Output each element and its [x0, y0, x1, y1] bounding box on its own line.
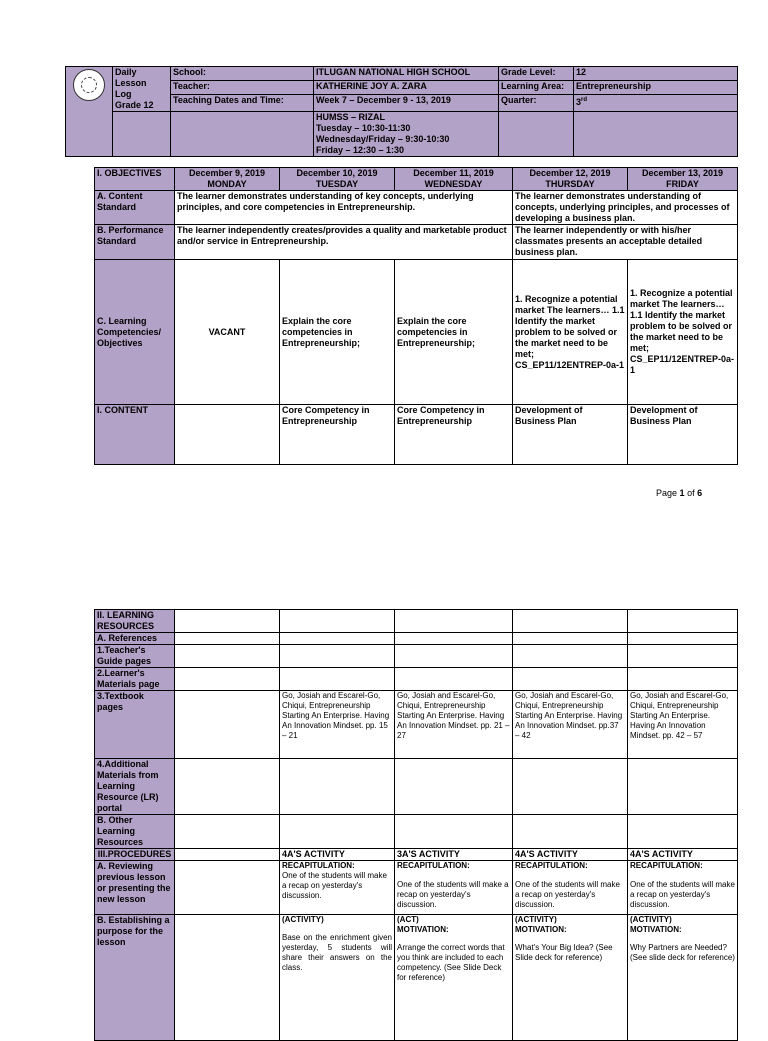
content-label: I. CONTENT: [95, 405, 175, 465]
performance-standard-label: B. Performance Standard: [95, 225, 175, 260]
teacher-label: Teacher:: [171, 81, 314, 95]
learning-resources-label: II. LEARNING RESOURCES: [95, 610, 175, 633]
header-table: [65, 66, 738, 157]
deped-seal-icon: [73, 69, 105, 101]
school-label: School:: [171, 67, 314, 81]
establish-wednesday: (ACT) MOTIVATION: Arrange the correct words that you think are included to each competency. (See Slide Deck for reference): [395, 915, 513, 1041]
content-standard-b: The learner demonstrates understanding of concepts, underlying principles, and processes of developing a business plan.: [513, 191, 738, 225]
establish-friday: (ACTIVITY) MOTIVATION: Why Partners are Needed? (See slide deck for reference): [628, 915, 738, 1041]
activity-wednesday: 3A'S ACTIVITY: [395, 849, 513, 861]
page-number: Page 1 of 6: [656, 488, 703, 498]
dates-value: Week 7 – December 9 - 13, 2019: [314, 95, 499, 112]
content-standard-label: A. Content Standard: [95, 191, 175, 225]
review-tuesday: RECAPITULATION: One of the students will make a recap on yesterday's discussion.: [280, 861, 395, 915]
content-tuesday: Core Competency in Entrepreneurship: [280, 405, 395, 465]
activity-friday: 4A'S ACTIVITY: [628, 849, 738, 861]
objectives-label: I. OBJECTIVES: [95, 168, 175, 191]
comp-tuesday: Explain the core competencies in Entrepreneurship;: [280, 260, 395, 405]
references-label: A. References: [95, 633, 175, 645]
dll-title: Daily Lesson Log Grade 12: [113, 67, 171, 112]
quarter-label: Quarter:: [499, 95, 574, 112]
learners-materials-label: 2.Learner's Materials page: [95, 668, 175, 691]
grade-level-value: 12: [574, 67, 738, 81]
content-wednesday: Core Competency in Entrepreneurship: [395, 405, 513, 465]
objectives-table: [94, 167, 738, 465]
textbook-friday: Go, Josiah and Escarel-Go, Chiqui, Entrepreneurship Starting An Enterprise. Having An Innovation Mindset. pp. 42 – 57: [628, 691, 738, 759]
grade-level-label: Grade Level:: [499, 67, 574, 81]
day-header: December 9, 2019 MONDAY: [175, 168, 280, 191]
competencies-label: C. Learning Competencies/ Objectives: [95, 260, 175, 405]
activity-tuesday: 4A'S ACTIVITY: [280, 849, 395, 861]
reviewing-label: A. Reviewing previous lesson or presenting the new lesson: [95, 861, 175, 915]
day-header: December 11, 2019 WEDNESDAY: [395, 168, 513, 191]
learning-area-value: Entrepreneurship: [574, 81, 738, 95]
day-header: December 13, 2019 FRIDAY: [628, 168, 738, 191]
school-value: ITLUGAN NATIONAL HIGH SCHOOL: [314, 67, 499, 81]
performance-standard-b: The learner independently or with his/her classmates presents an acceptable detailed business plan.: [513, 225, 738, 260]
learning-area-label: Learning Area:: [499, 81, 574, 95]
textbook-tuesday: Go, Josiah and Escarel-Go, Chiqui, Entrepreneurship Starting An Enterprise. Having An Innovation Mindset. pp. 15 – 21: [280, 691, 395, 759]
content-friday: Development of Business Plan: [628, 405, 738, 465]
comp-thursday: 1. Recognize a potential market The learners… 1.1 Identify the market problem to be solved or the market need to be met; CS_EP11/12ENTREP-0a-1: [513, 260, 628, 405]
procedures-label: III.PROCEDURES: [95, 849, 175, 861]
textbook-label: 3.Textbook pages: [95, 691, 175, 759]
textbook-wednesday: Go, Josiah and Escarel-Go, Chiqui, Entrepreneurship Starting An Enterprise. Having An Innovation Mindset. pp. 21 – 27: [395, 691, 513, 759]
teachers-guide-label: 1.Teacher's Guide pages: [95, 645, 175, 668]
content-standard-a: The learner demonstrates understanding of key concepts, underlying principles, and core competencies in Entrepreneurship.: [175, 191, 513, 225]
day-header: December 10, 2019 TUESDAY: [280, 168, 395, 191]
review-friday: RECAPITULATION: One of the students will make a recap on yesterday's discussion.: [628, 861, 738, 915]
establish-thursday: (ACTIVITY) MOTIVATION: What's Your Big Idea? (See Slide deck for reference): [513, 915, 628, 1041]
review-thursday: RECAPITULATION: One of the students will make a recap on yesterday's discussion.: [513, 861, 628, 915]
textbook-thursday: Go, Josiah and Escarel-Go, Chiqui, Entrepreneurship Starting An Enterprise. Having An Innovation Mindset. pp.37 – 42: [513, 691, 628, 759]
establishing-label: B. Establishing a purpose for the lesson: [95, 915, 175, 1041]
dates-label: Teaching Dates and Time:: [171, 95, 314, 112]
quarter-value: 3rd: [574, 95, 738, 112]
performance-standard-a: The learner independently creates/provides a quality and marketable product and/or service in Entrepreneurship.: [175, 225, 513, 260]
activity-thursday: 4A'S ACTIVITY: [513, 849, 628, 861]
comp-friday: 1. Recognize a potential market The learners… 1.1 Identify the market problem to be solved or the market need to be met; CS_EP11/12ENTREP-0a-1: [628, 260, 738, 405]
resources-table: [94, 609, 738, 1041]
comp-wednesday: Explain the core competencies in Entrepreneurship;: [395, 260, 513, 405]
content-thursday: Development of Business Plan: [513, 405, 628, 465]
teacher-value: KATHERINE JOY A. ZARA: [314, 81, 499, 95]
review-wednesday: RECAPITULATION: One of the students will make a recap on yesterday's discussion.: [395, 861, 513, 915]
logo-cell: [66, 67, 113, 157]
day-header: December 12, 2019 THURSDAY: [513, 168, 628, 191]
comp-monday: VACANT: [175, 260, 280, 405]
additional-materials-label: 4.Additional Materials from Learning Resource (LR) portal: [95, 759, 175, 815]
schedule: HUMSS – RIZAL Tuesday – 10:30-11:30 Wednesday/Friday – 9:30-10:30 Friday – 12:30 – 1:30: [314, 112, 499, 157]
establish-tuesday: (ACTIVITY) Base on the enrichment given yesterday, 5 students will share their answers on the class.: [280, 915, 395, 1041]
other-resources-label: B. Other Learning Resources: [95, 815, 175, 849]
